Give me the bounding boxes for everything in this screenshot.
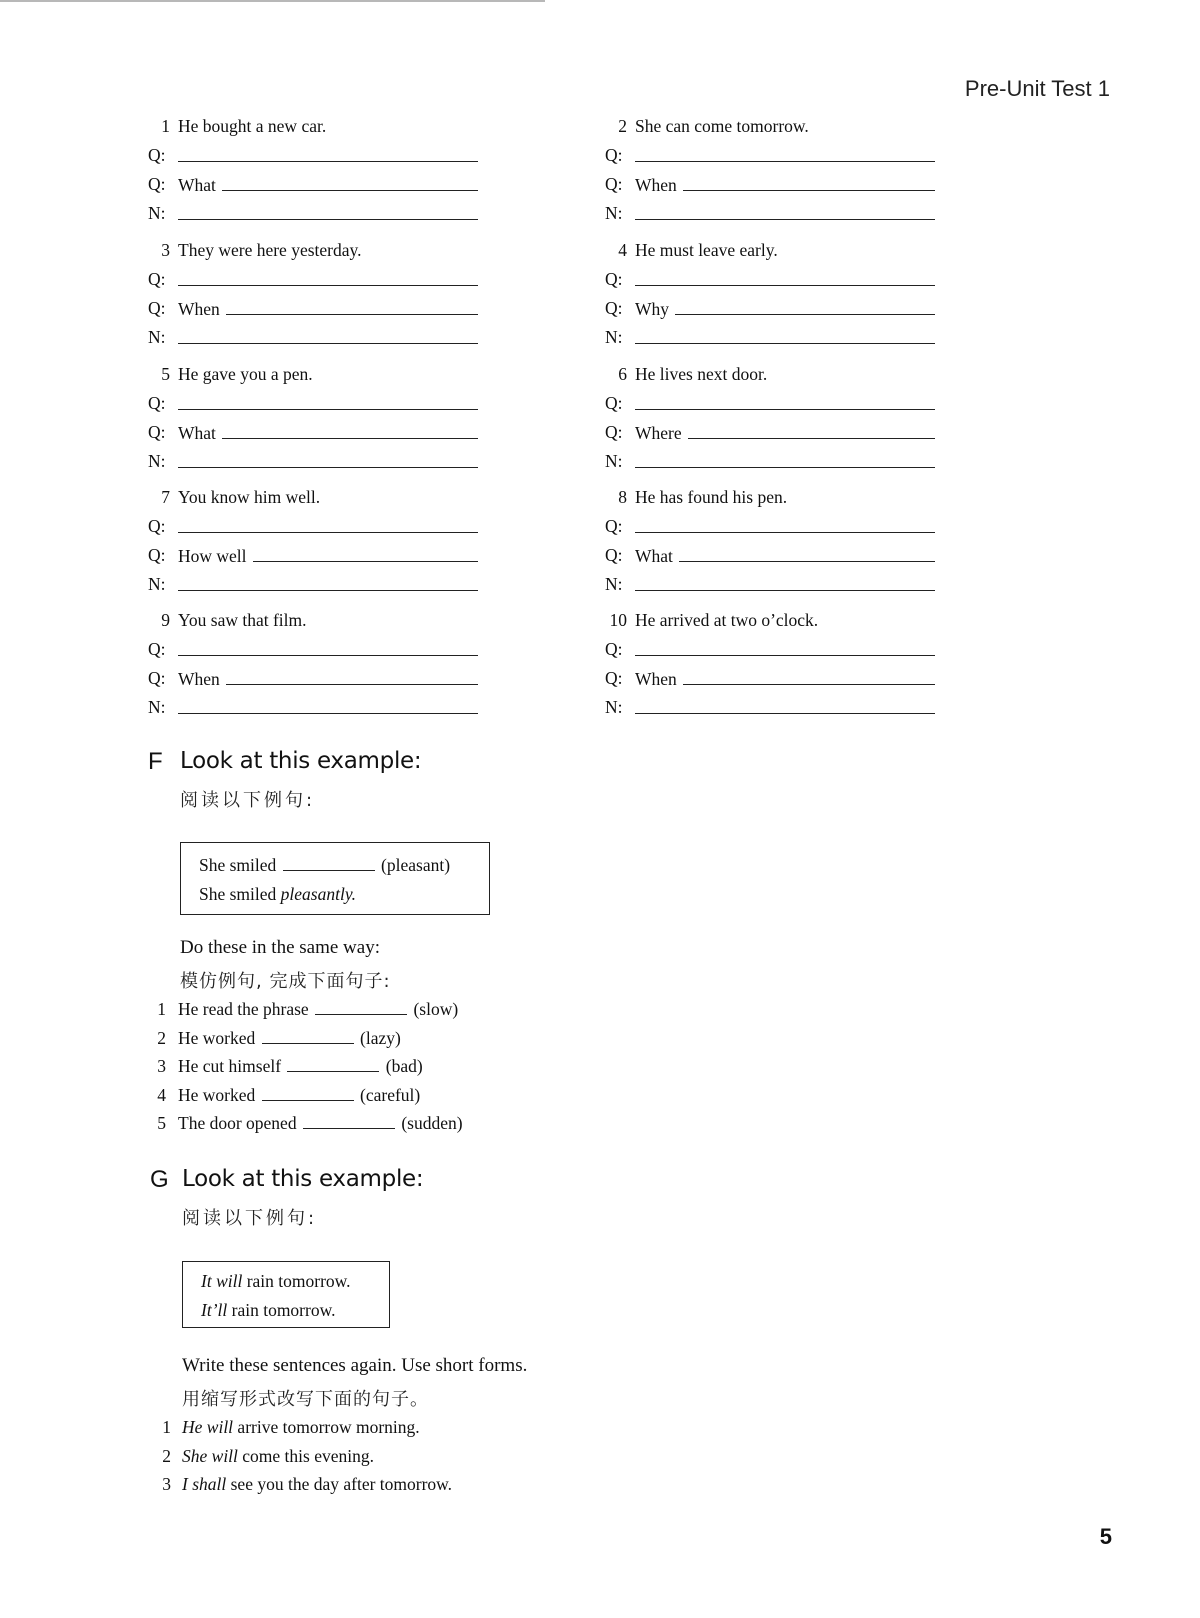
- item-hint: (sudden): [401, 1113, 463, 1133]
- item-number: 2: [162, 1445, 171, 1466]
- answer-line[interactable]: [178, 409, 478, 410]
- list-item: [150, 995, 510, 1024]
- page-number: 5: [1099, 1524, 1112, 1549]
- list-item: [155, 1470, 555, 1499]
- question-label: Q:: [148, 668, 166, 688]
- top-rule: [0, 0, 545, 2]
- item-text: arrive tomorrow morning.: [237, 1417, 420, 1437]
- answer-prefix: What: [178, 175, 222, 195]
- question-item: [605, 236, 935, 352]
- question-item: [148, 483, 478, 599]
- item-lead: She will: [182, 1445, 238, 1466]
- answer-prefix: How well: [178, 546, 253, 566]
- question-label: Q:: [148, 639, 166, 659]
- question-label: Q:: [605, 145, 623, 165]
- question-number: 1: [161, 116, 170, 136]
- answer-line[interactable]: [178, 546, 478, 566]
- section-f-title-cn: 阅读以下例句:: [180, 790, 316, 811]
- answer-line[interactable]: [635, 546, 935, 566]
- section-f-title: Look at this example:: [180, 748, 422, 774]
- answer-prefix: What: [178, 423, 222, 443]
- negative-label: N:: [148, 327, 166, 347]
- answer-line[interactable]: [635, 467, 935, 468]
- question-number: 4: [618, 240, 627, 260]
- example-answer: pleasantly.: [280, 884, 357, 904]
- answer-line[interactable]: [635, 423, 935, 443]
- answer-line[interactable]: [635, 219, 935, 220]
- question-number: 10: [609, 610, 627, 630]
- question-stem: You know him well.: [178, 487, 321, 507]
- example-line: [201, 1296, 371, 1325]
- answer-line[interactable]: [178, 590, 478, 591]
- negative-label: N:: [148, 203, 166, 223]
- section-g-list: [155, 1413, 555, 1499]
- question-item: [148, 360, 478, 476]
- question-label: Q:: [148, 545, 166, 565]
- item-number: 3: [157, 1056, 166, 1076]
- answer-blank[interactable]: [262, 1086, 354, 1101]
- answer-blank[interactable]: [287, 1057, 379, 1072]
- question-label: Q:: [605, 516, 623, 536]
- section-f-instruction: Do these in the same way:: [180, 937, 380, 958]
- answer-prefix: When: [635, 669, 683, 689]
- question-label: Q:: [148, 174, 166, 194]
- question-item: [148, 112, 478, 228]
- answer-line[interactable]: [178, 343, 478, 344]
- question-label: Q:: [605, 269, 623, 289]
- item-hint: (lazy): [360, 1027, 401, 1048]
- answer-line[interactable]: [178, 532, 478, 533]
- section-g-instruction: Write these sentences again. Use short forms.: [182, 1355, 528, 1376]
- question-stem: He arrived at two o’clock.: [635, 610, 819, 630]
- example-hint: (pleasant): [381, 855, 451, 875]
- item-text: see you the day after tomorrow.: [230, 1474, 453, 1494]
- item-lead: I shall: [182, 1474, 227, 1494]
- question-stem: He bought a new car.: [178, 116, 327, 136]
- section-g-example-box: [182, 1261, 390, 1328]
- answer-line[interactable]: [178, 161, 478, 162]
- answer-line[interactable]: [178, 423, 478, 443]
- question-label: Q:: [605, 668, 623, 688]
- answer-line[interactable]: [635, 409, 935, 410]
- question-item: [605, 483, 935, 599]
- answer-line[interactable]: [178, 713, 478, 714]
- question-stem: He must leave early.: [635, 240, 778, 260]
- question-item: [148, 236, 478, 352]
- question-number: 8: [618, 487, 627, 507]
- section-g-instruction-cn: 用缩写形式改写下面的句子。: [182, 1389, 429, 1410]
- answer-prefix: Where: [635, 423, 688, 443]
- answer-prefix: When: [635, 175, 683, 195]
- example-line: [199, 880, 471, 909]
- answer-line[interactable]: [178, 299, 478, 319]
- example-text: It will: [201, 1271, 243, 1291]
- question-label: Q:: [148, 393, 166, 413]
- answer-line[interactable]: [635, 713, 935, 714]
- question-number: 3: [161, 240, 170, 260]
- item-text: He read the phrase: [178, 999, 309, 1019]
- question-number: 6: [618, 364, 627, 384]
- section-f-list: [150, 995, 510, 1138]
- question-label: Q:: [148, 145, 166, 165]
- answer-line[interactable]: [635, 669, 935, 689]
- question-stem: You saw that film.: [178, 610, 307, 630]
- item-text: The door opened: [178, 1113, 297, 1133]
- question-label: Q:: [148, 269, 166, 289]
- negative-label: N:: [148, 451, 166, 471]
- question-label: Q:: [148, 298, 166, 318]
- blank-line: [283, 856, 375, 871]
- question-item: [148, 606, 478, 722]
- list-item: [155, 1413, 555, 1442]
- list-item: [150, 1052, 510, 1081]
- question-stem: They were here yesterday.: [178, 240, 362, 260]
- list-item: [150, 1109, 510, 1138]
- answer-blank[interactable]: [303, 1114, 395, 1129]
- section-f-letter: F: [148, 748, 163, 775]
- question-stem: She can come tomorrow.: [635, 116, 809, 136]
- question-number: 7: [161, 487, 170, 507]
- question-number: 9: [161, 610, 170, 630]
- item-text: He worked: [178, 1027, 256, 1048]
- item-number: 4: [157, 1084, 166, 1105]
- negative-label: N:: [605, 451, 623, 471]
- question-item: [605, 360, 935, 476]
- negative-label: N:: [605, 697, 623, 717]
- example-line: [199, 851, 471, 880]
- item-text: He cut himself: [178, 1056, 282, 1076]
- question-label: Q:: [605, 393, 623, 413]
- answer-line[interactable]: [635, 175, 935, 195]
- item-text: He worked: [178, 1084, 256, 1105]
- answer-prefix: When: [178, 299, 226, 319]
- item-text: come this evening.: [242, 1445, 374, 1466]
- answer-blank[interactable]: [262, 1029, 354, 1044]
- question-number: 2: [618, 116, 627, 136]
- question-item: [605, 112, 935, 228]
- section-g-letter: G: [150, 1166, 169, 1193]
- item-hint: (careful): [360, 1084, 421, 1105]
- question-stem: He has found his pen.: [635, 487, 788, 507]
- answer-line[interactable]: [178, 467, 478, 468]
- negative-label: N:: [605, 327, 623, 347]
- answer-prefix: Why: [635, 299, 675, 319]
- answer-line[interactable]: [178, 285, 478, 286]
- answer-line[interactable]: [635, 590, 935, 591]
- question-label: Q:: [148, 516, 166, 536]
- example-line: [201, 1267, 371, 1296]
- section-f-instruction-cn: 模仿例句, 完成下面句子:: [180, 971, 391, 992]
- section-g-title-cn: 阅读以下例句:: [182, 1208, 318, 1229]
- answer-line[interactable]: [635, 343, 935, 344]
- answer-line[interactable]: [635, 285, 935, 286]
- answer-prefix: What: [635, 546, 679, 566]
- answer-prefix: When: [178, 669, 226, 689]
- answer-line[interactable]: [178, 219, 478, 220]
- example-text: She smiled: [199, 855, 277, 875]
- question-label: Q:: [605, 422, 623, 442]
- negative-label: N:: [148, 697, 166, 717]
- answer-line[interactable]: [178, 175, 478, 195]
- list-item: [155, 1442, 555, 1471]
- question-label: Q:: [605, 639, 623, 659]
- example-text: rain tomorrow.: [231, 1300, 336, 1320]
- example-answer: It’ll: [201, 1300, 228, 1320]
- item-hint: (slow): [413, 999, 459, 1019]
- answer-line[interactable]: [635, 299, 935, 319]
- page-title: Pre-Unit Test 1: [964, 76, 1110, 101]
- negative-label: N:: [605, 574, 623, 594]
- item-number: 2: [157, 1027, 166, 1048]
- question-label: Q:: [605, 298, 623, 318]
- negative-label: N:: [605, 203, 623, 223]
- item-number: 1: [162, 1417, 171, 1437]
- section-g-title: Look at this example:: [182, 1166, 424, 1192]
- answer-blank[interactable]: [315, 1000, 407, 1015]
- item-hint: (bad): [385, 1056, 423, 1076]
- example-text: rain tomorrow.: [246, 1271, 351, 1291]
- list-item: [150, 1024, 510, 1053]
- question-stem: He lives next door.: [635, 364, 768, 384]
- section-f-example-box: [180, 842, 490, 915]
- question-label: Q:: [605, 174, 623, 194]
- list-item: [150, 1081, 510, 1110]
- item-number: 5: [157, 1113, 166, 1133]
- question-stem: He gave you a pen.: [178, 364, 313, 384]
- negative-label: N:: [148, 574, 166, 594]
- item-lead: He will: [182, 1417, 234, 1437]
- answer-line[interactable]: [635, 161, 935, 162]
- answer-line[interactable]: [178, 669, 478, 689]
- question-item: [605, 606, 935, 722]
- answer-line[interactable]: [635, 655, 935, 656]
- item-number: 3: [162, 1474, 171, 1494]
- answer-line[interactable]: [635, 532, 935, 533]
- answer-line[interactable]: [178, 655, 478, 656]
- item-number: 1: [157, 999, 166, 1019]
- example-text: She smiled: [199, 884, 277, 904]
- question-label: Q:: [605, 545, 623, 565]
- question-label: Q:: [148, 422, 166, 442]
- question-number: 5: [161, 364, 170, 384]
